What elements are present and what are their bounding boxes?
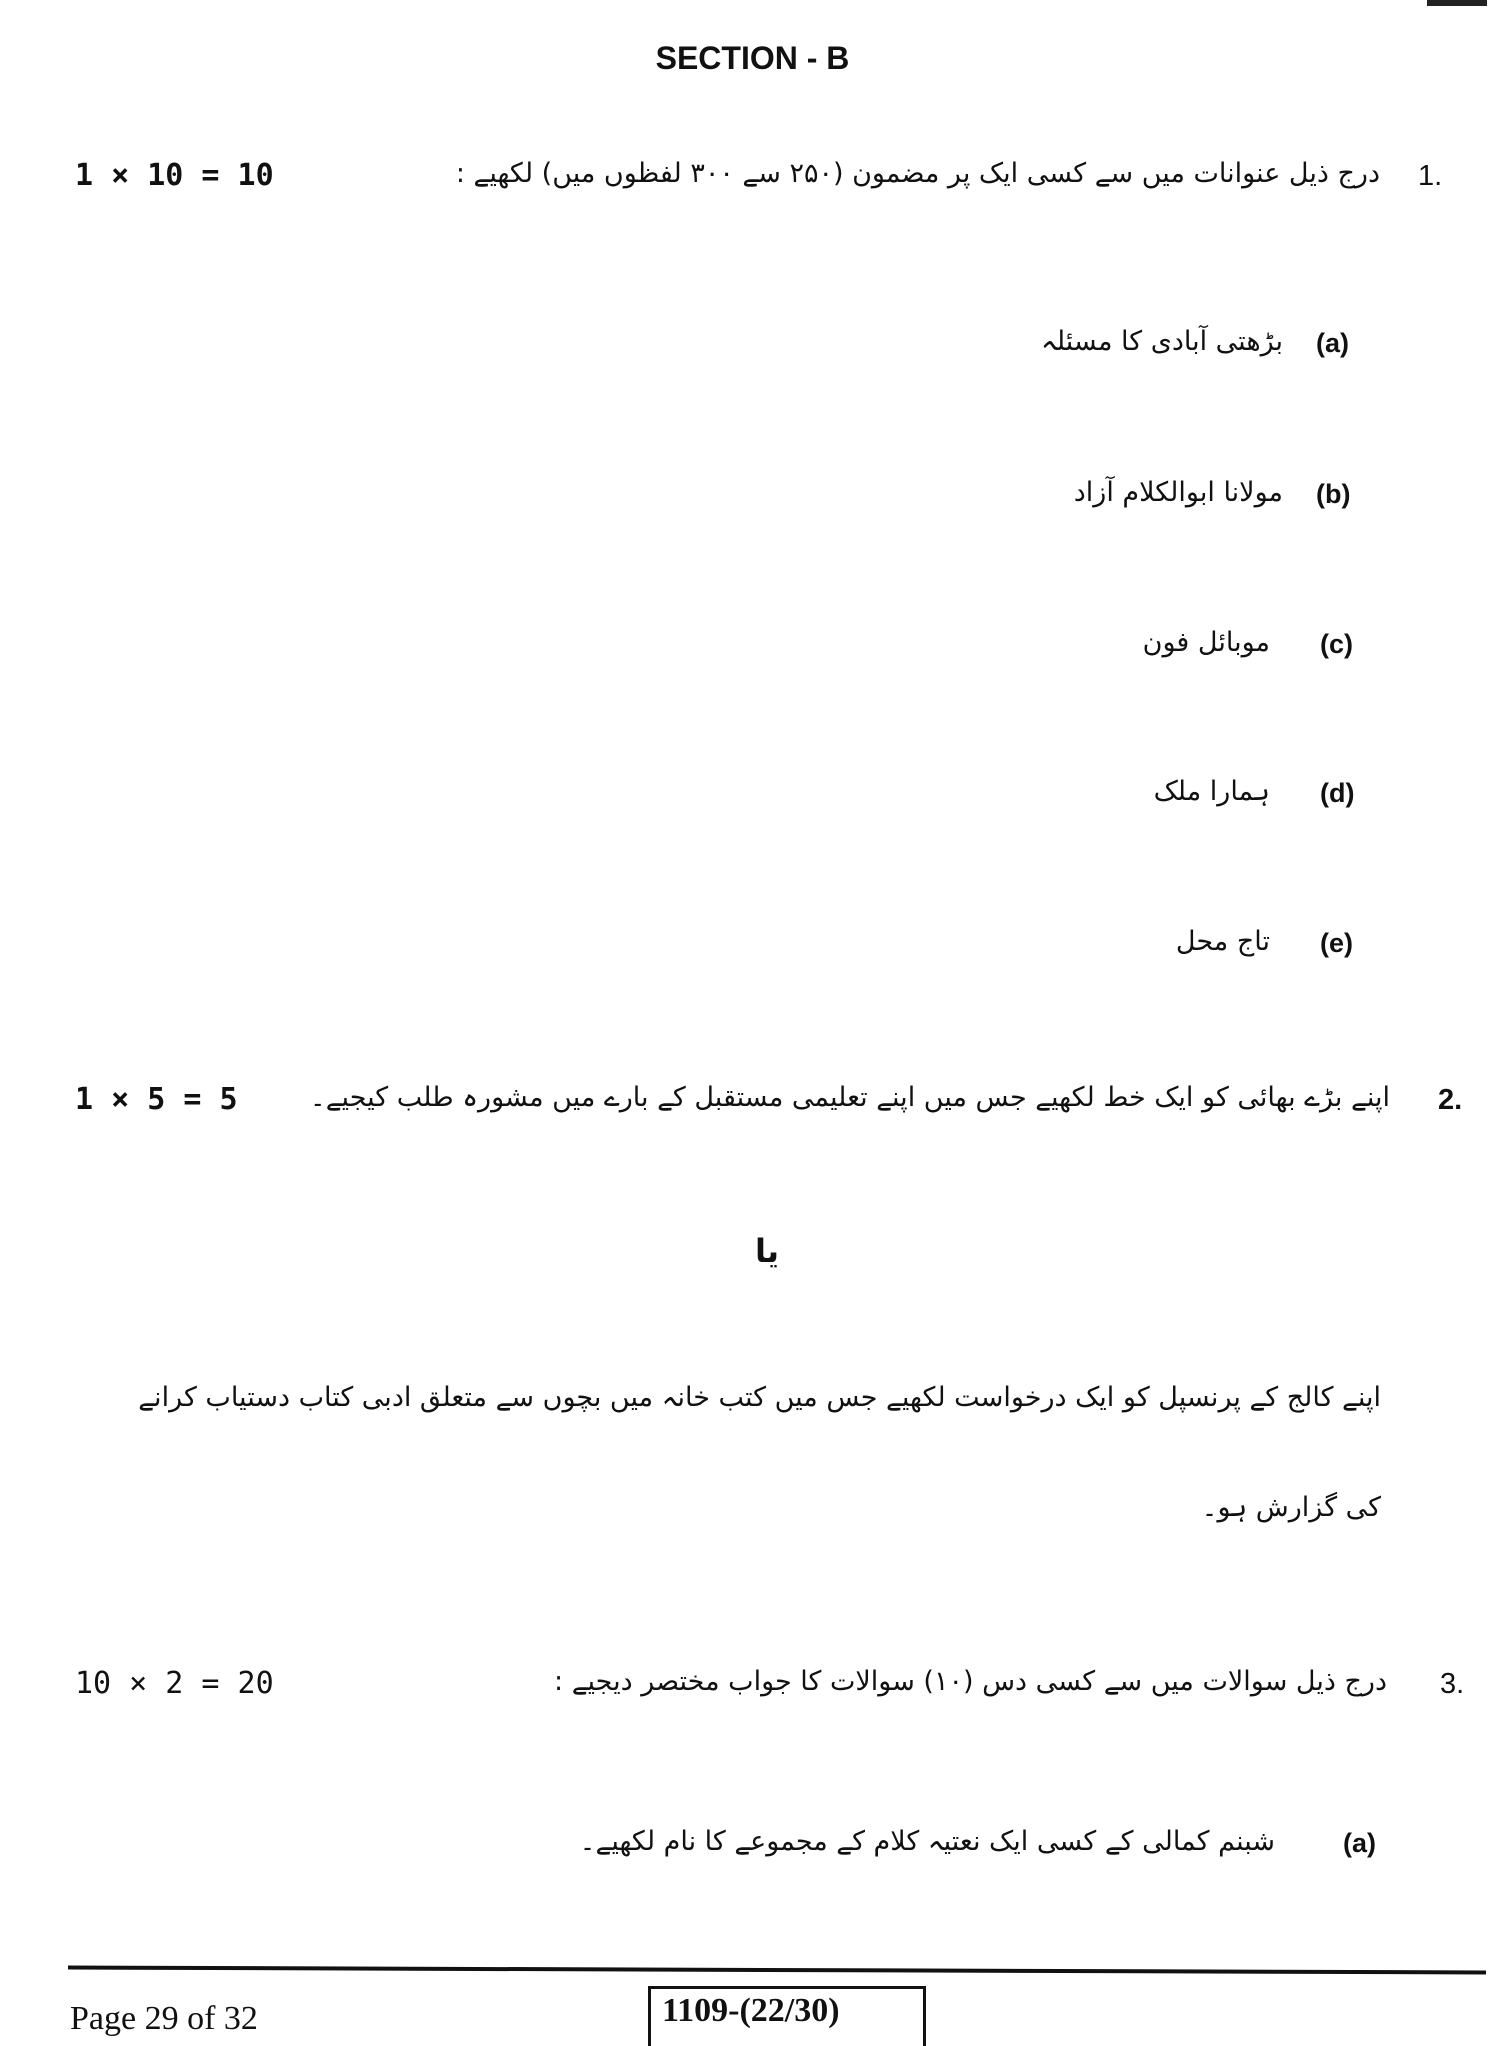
- question-2-alt-line-2: کی گزارش ہو۔: [1201, 1492, 1381, 1523]
- question-2-alt-line-1: اپنے کالج کے پرنسپل کو ایک درخواست لکھیے جس میں کتب خانہ میں بچوں سے متعلق ادبی کتاب دستیاب کرانے: [138, 1382, 1381, 1413]
- q1-option-b-label: (b): [1316, 479, 1351, 509]
- question-2-marks: 1 × 5 = 5: [75, 1082, 238, 1117]
- question-1-marks: 1 × 10 = 10: [75, 158, 274, 193]
- question-3-number: 3.: [1440, 1668, 1465, 1700]
- question-1-text: درج ذیل عنوانات میں سے کسی ایک پر مضمون (۲۵۰ سے ۳۰۰ لفظوں میں) لکھیے :: [455, 158, 1380, 189]
- question-3-marks: 10 × 2 = 20: [75, 1666, 274, 1701]
- or-separator: یا: [755, 1232, 780, 1270]
- q1-option-d-label: (d): [1320, 778, 1355, 808]
- question-1-number: 1.: [1418, 160, 1443, 192]
- q3-option-a-label: (a): [1343, 1828, 1376, 1858]
- q1-option-c-text: موبائل فون: [1142, 627, 1270, 658]
- question-2-text: اپنے بڑے بھائی کو ایک خط لکھیے جس میں اپنے تعلیمی مستقبل کے بارے میں مشورہ طلب کیجیے۔: [309, 1082, 1390, 1113]
- section-title: SECTION - B: [655, 40, 850, 76]
- q1-option-e-label: (e): [1320, 928, 1353, 958]
- page-number: Page 29 of 32: [70, 2000, 258, 2037]
- paper-code: 1109-(22/30): [662, 1992, 840, 2029]
- footer-rule: [68, 1966, 1486, 1975]
- q1-option-a-text: بڑھتی آبادی کا مسئلہ: [1041, 326, 1283, 357]
- q3-option-a-text: شبنم کمالی کے کسی ایک نعتیہ کلام کے مجموعے کا نام لکھیے۔: [579, 1826, 1275, 1857]
- q1-option-a-label: (a): [1316, 328, 1349, 358]
- question-3-text: درج ذیل سوالات میں سے کسی دس (۱۰) سوالات کا جواب مختصر دیجیے :: [554, 1666, 1387, 1697]
- q1-option-e-text: تاج محل: [1175, 926, 1270, 957]
- q1-option-d-text: ہمارا ملک: [1153, 776, 1270, 807]
- scan-mark: [1427, 0, 1487, 6]
- question-2-number: 2.: [1438, 1084, 1463, 1116]
- q1-option-b-text: مولانا ابوالکلام آزاد: [1073, 477, 1283, 508]
- q1-option-c-label: (c): [1320, 629, 1353, 659]
